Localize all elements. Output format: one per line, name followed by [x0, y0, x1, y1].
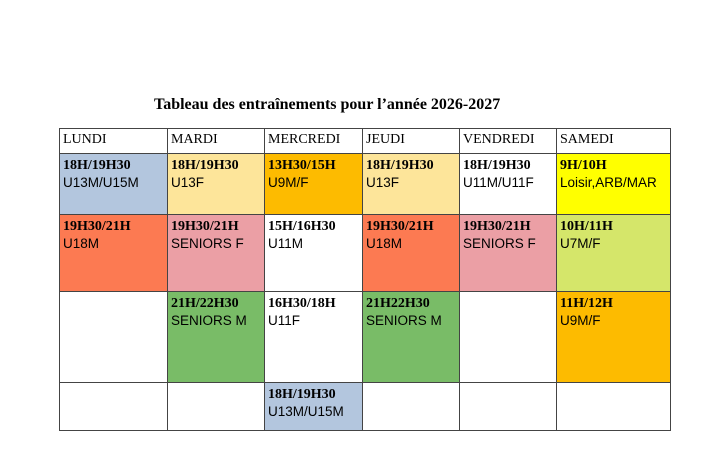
session-time: 10H/11H [560, 219, 613, 234]
training-schedule-table [59, 128, 671, 431]
session-time: 21H22H30 [366, 296, 430, 311]
session-cell [265, 215, 363, 292]
session-cell [363, 383, 460, 431]
session-cell [168, 292, 265, 383]
session-cell [460, 383, 557, 431]
schedule-row [60, 292, 671, 383]
schedule-row [60, 215, 671, 292]
session-cell [363, 215, 460, 292]
day-header-lundi: LUNDI [60, 129, 168, 154]
session-group: U9M/F [560, 313, 601, 328]
session-time: 19H30/21H [63, 219, 131, 234]
session-group: U11M/U11F [463, 175, 534, 190]
session-time: 9H/10H [560, 158, 607, 173]
session-group: U13M/U15M [63, 175, 139, 190]
session-group: U13M/U15M [268, 404, 344, 419]
session-time: 11H/12H [560, 296, 613, 311]
session-group: SENIORS F [171, 236, 244, 251]
session-cell [557, 215, 671, 292]
session-cell [557, 383, 671, 431]
session-cell [460, 292, 557, 383]
session-group: U11F [268, 313, 301, 328]
session-time: 19H30/21H [463, 219, 531, 234]
session-group: SENIORS M [366, 313, 442, 328]
session-group: SENIORS M [171, 313, 247, 328]
session-time: 21H/22H30 [171, 296, 239, 311]
session-cell [460, 154, 557, 215]
session-cell [557, 154, 671, 215]
session-cell [460, 215, 557, 292]
session-time: 15H/16H30 [268, 219, 336, 234]
session-time: 18H/19H30 [366, 158, 434, 173]
session-time: 13H30/15H [268, 158, 336, 173]
session-group: U13F [171, 175, 205, 190]
session-group: SENIORS F [463, 236, 536, 251]
session-group: U18M [63, 236, 100, 251]
session-time: 18H/19H30 [463, 158, 531, 173]
session-cell [168, 215, 265, 292]
session-cell [265, 383, 363, 431]
session-cell [60, 383, 168, 431]
session-cell [265, 154, 363, 215]
session-cell [60, 154, 168, 215]
session-group: U7M/F [560, 236, 601, 251]
day-header-mercredi: MERCREDI [265, 129, 363, 154]
session-time: 16H30/18H [268, 296, 336, 311]
session-group: Loisir,ARB/MAR [560, 175, 657, 190]
session-time: 18H/19H30 [268, 387, 336, 402]
session-cell [60, 292, 168, 383]
day-header-samedi: SAMEDI [557, 129, 671, 154]
session-cell [168, 383, 265, 431]
session-group: U11M [268, 236, 304, 251]
session-time: 18H/19H30 [63, 158, 131, 173]
session-cell [363, 154, 460, 215]
session-group: U13F [366, 175, 400, 190]
document-title: Tableau des entraînements pour l’année 2026-2027 [154, 96, 501, 113]
header-row [60, 129, 671, 154]
session-group: U18M [366, 236, 403, 251]
day-header-mardi: MARDI [168, 129, 265, 154]
session-cell [363, 292, 460, 383]
schedule-row [60, 154, 671, 215]
session-time: 19H30/21H [366, 219, 434, 234]
session-cell [168, 154, 265, 215]
schedule-row [60, 383, 671, 431]
day-header-jeudi: JEUDI [363, 129, 460, 154]
session-time: 19H30/21H [171, 219, 239, 234]
session-cell [265, 292, 363, 383]
session-group: U9M/F [268, 175, 309, 190]
session-time: 18H/19H30 [171, 158, 239, 173]
session-cell [557, 292, 671, 383]
day-header-vendredi: VENDREDI [460, 129, 557, 154]
session-cell [60, 215, 168, 292]
